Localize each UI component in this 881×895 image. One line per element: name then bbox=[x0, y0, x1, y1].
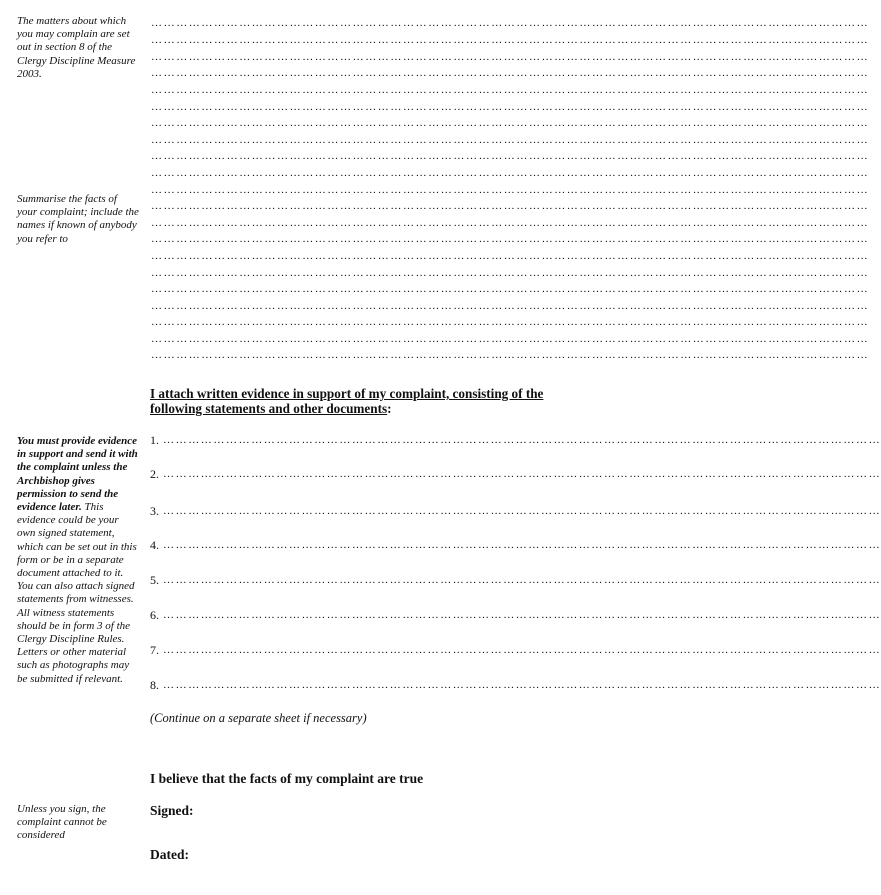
dotted-line[interactable]: ……………………………………………………………………………………………………………………………………………………… bbox=[151, 167, 870, 179]
evidence-heading-text: I attach written evidence in support of my complaint, consisting of the following statements and other documents bbox=[150, 386, 544, 416]
dotted-line[interactable]: ……………………………………………………………………………………………………………………………………………………… bbox=[151, 233, 870, 245]
summarise-note: Summarise the facts of your complaint; include the names if known of anybody you refer to bbox=[17, 193, 139, 245]
evidence-item-number: 1. bbox=[150, 433, 159, 447]
dotted-line[interactable]: ……………………………………………………………………………………………………………………………………………………… bbox=[151, 17, 870, 29]
evidence-item-line[interactable]: ……………………………………………………………………………………………………………………………………………………… bbox=[163, 609, 881, 621]
evidence-item-number: 7. bbox=[150, 643, 159, 657]
evidence-note-rest: This evidence could be your own signed statement, which can be set out in this form or be in a separate document attached to it. You can also attach signed statements from witnesses. All witness statements should be in form 3 of the Clergy Discipline Rules. Letters or other material such as photographs may be submitted if relevant. bbox=[17, 501, 137, 685]
dotted-line[interactable]: ……………………………………………………………………………………………………………………………………………………… bbox=[151, 250, 870, 262]
evidence-item-number: 8. bbox=[150, 678, 159, 692]
evidence-item-line[interactable]: ……………………………………………………………………………………………………………………………………………………… bbox=[163, 644, 881, 656]
dotted-line[interactable]: ……………………………………………………………………………………………………………………………………………………… bbox=[151, 349, 870, 361]
dotted-line[interactable]: ……………………………………………………………………………………………………………………………………………………… bbox=[151, 316, 870, 328]
evidence-item-line[interactable]: ……………………………………………………………………………………………………………………………………………………… bbox=[163, 505, 881, 517]
evidence-note bbox=[17, 435, 139, 686]
dated-label[interactable]: Dated: bbox=[150, 847, 189, 862]
dotted-line[interactable]: ……………………………………………………………………………………………………………………………………………………… bbox=[151, 283, 870, 295]
sign-note: Unless you sign, the complaint cannot be considered bbox=[17, 803, 107, 842]
evidence-item-number: 4. bbox=[150, 538, 159, 552]
evidence-item-line[interactable]: ……………………………………………………………………………………………………………………………………………………… bbox=[163, 574, 881, 586]
evidence-item-number: 6. bbox=[150, 608, 159, 622]
evidence-item-line[interactable]: ……………………………………………………………………………………………………………………………………………………… bbox=[163, 679, 881, 691]
evidence-item-number: 3. bbox=[150, 504, 159, 518]
dotted-line[interactable]: ……………………………………………………………………………………………………………………………………………………… bbox=[151, 117, 870, 129]
evidence-item-number: 2. bbox=[150, 467, 159, 481]
dotted-line[interactable]: ……………………………………………………………………………………………………………………………………………………… bbox=[151, 184, 870, 196]
dotted-line[interactable]: ……………………………………………………………………………………………………………………………………………………… bbox=[151, 300, 870, 312]
dotted-line[interactable]: ……………………………………………………………………………………………………………………………………………………… bbox=[151, 101, 870, 113]
evidence-heading bbox=[150, 386, 570, 416]
continue-note: (Continue on a separate sheet if necessary) bbox=[150, 711, 367, 725]
evidence-item-number: 5. bbox=[150, 573, 159, 587]
dotted-line[interactable]: ……………………………………………………………………………………………………………………………………………………… bbox=[151, 217, 870, 229]
evidence-note-bold: You must provide evidence in support and send it with the complaint unless the Archbishop gives permission to send the evidence later. bbox=[17, 435, 138, 514]
dotted-line[interactable]: ……………………………………………………………………………………………………………………………………………………… bbox=[151, 84, 870, 96]
evidence-item-line[interactable]: ……………………………………………………………………………………………………………………………………………………… bbox=[163, 539, 881, 551]
signed-label[interactable]: Signed: bbox=[150, 803, 194, 818]
dotted-line[interactable]: ……………………………………………………………………………………………………………………………………………………… bbox=[151, 333, 870, 345]
dotted-line[interactable]: ……………………………………………………………………………………………………………………………………………………… bbox=[151, 200, 870, 212]
dotted-line[interactable]: ……………………………………………………………………………………………………………………………………………………… bbox=[151, 267, 870, 279]
dotted-line[interactable]: ……………………………………………………………………………………………………………………………………………………… bbox=[151, 67, 870, 79]
matters-note: The matters about which you may complain are set out in section 8 of the Clergy Discipline Measure 2003. bbox=[17, 15, 136, 80]
dotted-line[interactable]: ……………………………………………………………………………………………………………………………………………………… bbox=[151, 34, 870, 46]
evidence-item-line[interactable]: ……………………………………………………………………………………………………………………………………………………… bbox=[163, 434, 881, 446]
evidence-heading-colon: : bbox=[387, 401, 392, 416]
belief-statement: I believe that the facts of my complaint are true bbox=[150, 771, 424, 786]
dotted-line[interactable]: ……………………………………………………………………………………………………………………………………………………… bbox=[151, 134, 870, 146]
evidence-item-line[interactable]: ……………………………………………………………………………………………………………………………………………………… bbox=[163, 468, 881, 480]
dotted-line[interactable]: ……………………………………………………………………………………………………………………………………………………… bbox=[151, 150, 870, 162]
dotted-line[interactable]: ……………………………………………………………………………………………………………………………………………………… bbox=[151, 51, 870, 63]
